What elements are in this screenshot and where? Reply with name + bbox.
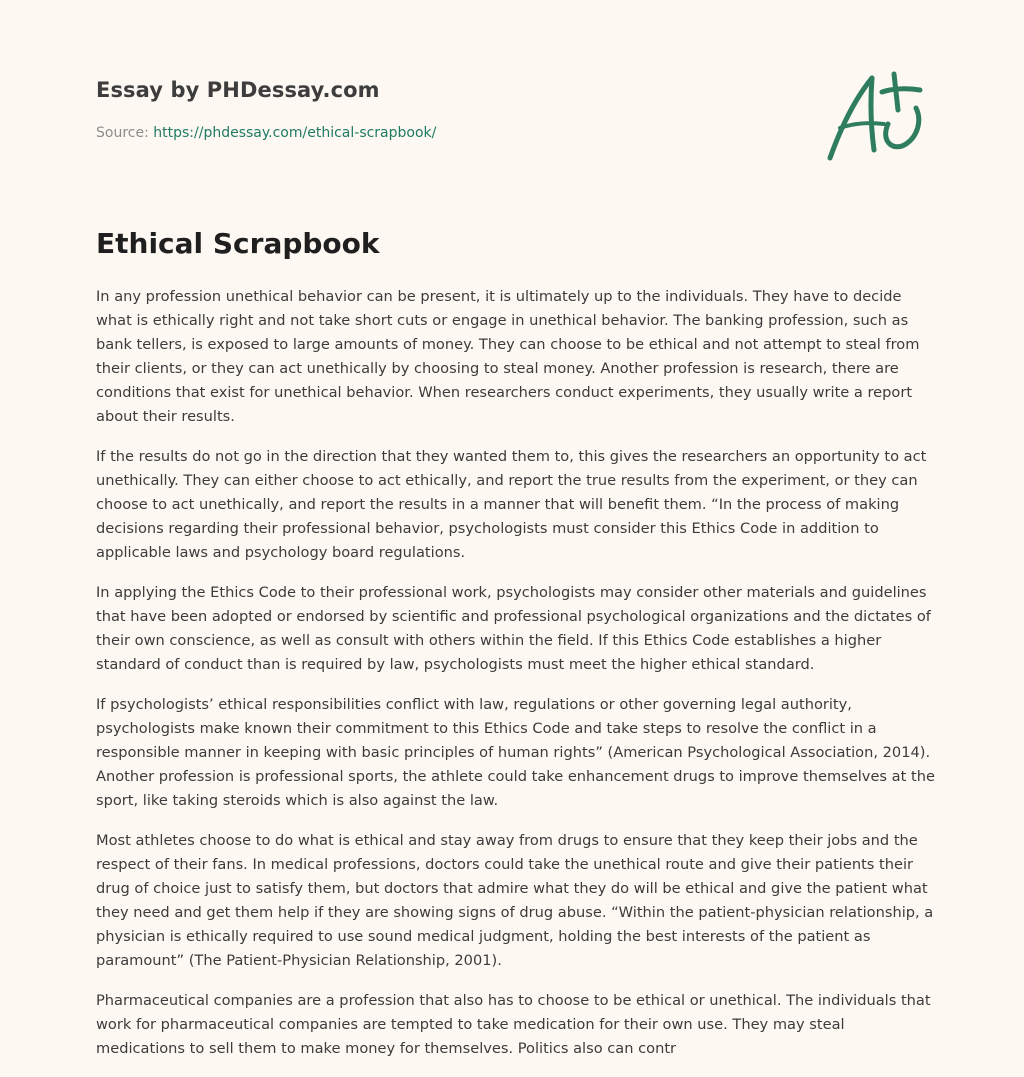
essay-paragraph: If the results do not go in the direction that they wanted them to, this gives the researchers an opportunity to act unethically. They can either choose to act ethically, and report the true results from the experiment, or they can choose to act unethically, and report the results in a manner that will benefit them. “In the process of making decisions regarding their professional behavior, psychologists must consider this Ethics Code in addition to applicable laws and psychology board regulations.: [96, 448, 927, 561]
page-header: [96, 76, 928, 176]
essay-paragraph: Most athletes choose to do what is ethical and stay away from drugs to ensure that they keep their jobs and the respect of their fans. In medical professions, doctors could take the unethical route and give their patients their drug of choice just to satisfy them, but doctors that admire what they do will be ethical and give the patient what they need and get them help if they are showing signs of drug abuse. “Within the patient-physician relationship, a physician is ethically required to use sound medical judgment, holding the best interests of the patient as paramount” (The Patient-Physician Relationship, 2001).: [96, 832, 934, 969]
essay-paragraph: Pharmaceutical companies are a profession that also has to choose to be ethical or unethical. The individuals that work for pharmaceutical companies are tempted to take medication for their own use. They may steal medications to sell them to make money for themselves. Politics also can contr: [96, 992, 931, 1057]
essay-paragraph: In any profession unethical behavior can be present, it is ultimately up to the individuals. They have to decide what is ethically right and not take short cuts or engage in unethical behavior. The banking profession, such as bank tellers, is exposed to large amounts of money. They can choose to be ethical and not attempt to steal from their clients, or they can act unethically by choosing to steal money. Another profession is research, there are conditions that exist for unethical behavior. When researchers conduct experiments, they usually write a report about their results.: [96, 288, 920, 425]
source-link[interactable]: https://phdessay.com/ethical-scrapbook/: [153, 125, 437, 141]
source-line: [96, 123, 436, 143]
site-title: Essay by PHDessay.com: [96, 78, 380, 102]
essay-paragraph: In applying the Ethics Code to their professional work, psychologists may consider other materials and guidelines that have been adopted or endorsed by scientific and professional psychological organizations and the dictates of their own conscience, as well as consult with others within the field. If this Ethics Code establishes a higher standard of conduct than is required by law, psychologists must meet the higher ethical standard.: [96, 584, 931, 673]
source-label: Source:: [96, 125, 149, 141]
a-plus-grade-logo-icon: [824, 68, 928, 164]
essay-title: Ethical Scrapbook: [96, 227, 380, 260]
essay-paragraph: If psychologists’ ethical responsibilities conflict with law, regulations or other governing legal authority, psychologists make known their commitment to this Ethics Code and take steps to resolve the conflict in a responsible manner in keeping with basic principles of human rights” (American Psychological Association, 2014). Another profession is professional sports, the athlete could take enhancement drugs to improve themselves at the sport, like taking steroids which is also against the law.: [96, 696, 935, 809]
essay-body: [96, 285, 936, 1077]
